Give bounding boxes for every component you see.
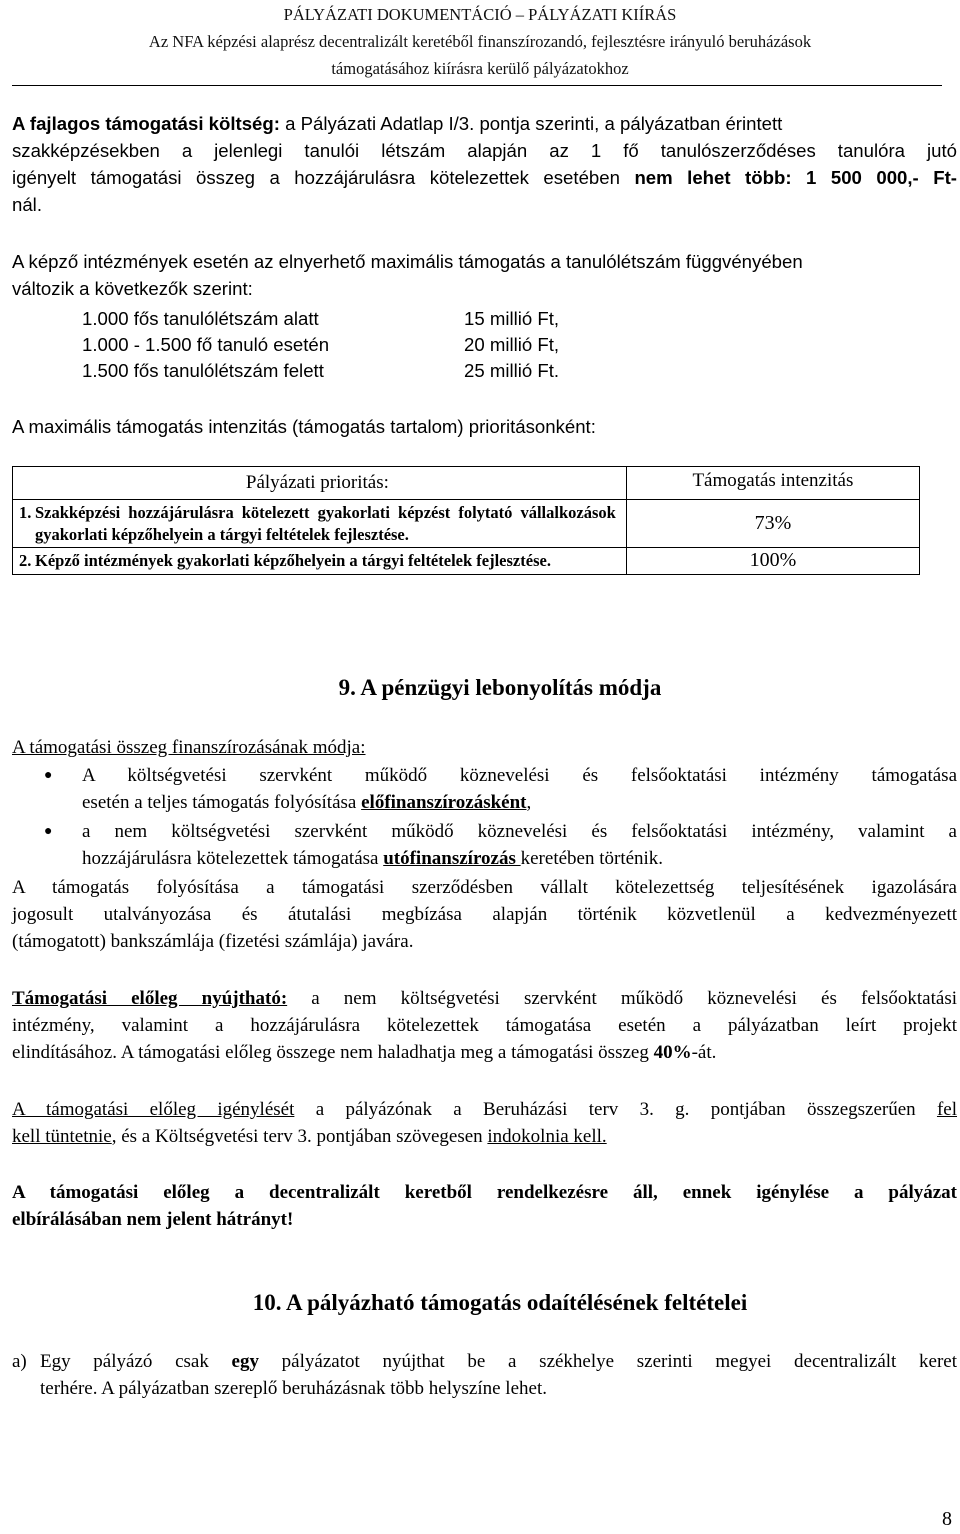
limit-value-1: 15 millió Ft, [464, 308, 560, 329]
table-row [13, 500, 920, 548]
notice-line2: elbírálásában nem jelent hátrányt! [12, 1209, 294, 1230]
section-9-title: 9. A pénzügyi lebonyolítás módja [338, 675, 662, 700]
table-cell-priority-2: 2. Képző intézmények gyakorlati képzőhelyein a tárgyi feltételek fejlesztése. [13, 548, 627, 575]
bullet-icon: ● [44, 824, 53, 839]
para1-limit: nem lehet több: 1 500 000,- Ft- [634, 167, 957, 188]
page-number: 8 [942, 1508, 952, 1530]
item-a-line1: Egy pályázó csak egy pályázatot nyújthat be a székhelye szerinti megyei decentralizált keret [40, 1351, 958, 1372]
table-cell-intensity-1: 73% [626, 500, 919, 548]
limit-value-3: 25 millió Ft. [464, 360, 560, 381]
para2-line2: változik a következők szerint: [12, 278, 253, 299]
header-line-2: Az NFA képzési alaprész decentralizált keretéből finanszírozandó, fejlesztésre irányuló beruházások [148, 32, 812, 51]
payment-para-line1: A támogatás folyósítása a támogatási szerződésben vállalt kötelezettség teljesítésének igazolására [12, 877, 957, 898]
limit-label-1: 1.000 fős tanulólétszám alatt [82, 308, 319, 329]
bullet-2-line2: hozzájárulásra kötelezettek támogatása utófinanszírozás keretében történik. [82, 848, 664, 869]
para1-line1: A fajlagos támogatási költség: a Pályázati Adatlap I/3. pontja szerinti, a pályázatban érintett [12, 113, 783, 134]
payment-para-line2: jogosult utalványozása és átutalási megbízása alapján történik közvetlenül a kedvezményezett [12, 904, 957, 925]
section-9-subtitle: A támogatási összeg finanszírozásának módja: [12, 737, 366, 758]
payment-para-line3: (támogatott) bankszámlája (fizetési számlája) javára. [12, 931, 414, 952]
advance-para-line3: elindításához. A támogatási előleg összege nem haladhatja meg a támogatási összeg 40%-át. [12, 1042, 717, 1063]
para1-line4: nál. [12, 194, 42, 215]
table-row [13, 548, 920, 575]
claim-para-line2: kell tüntetnie, és a Költségvetési terv 3. pontjában szövegesen indokolnia kell. [12, 1126, 607, 1147]
table-cell-priority-1: 1. Szakképzési hozzájárulásra kötelezett gyakorlati képzést folytató vállalkozások gyakorlati képzőhelyein a tárgyi feltételek fejlesztése. [13, 500, 627, 548]
bullet-icon: ● [44, 768, 53, 783]
limit-label-3: 1.500 fős tanulólétszám felett [82, 360, 324, 381]
table-cell-intensity-2: 100% [626, 548, 919, 575]
para1-line2: szakképzésekben a jelenlegi tanulói létszám alapján az 1 fő tanulószerződéses tanulóra jutó [12, 140, 957, 161]
para1-term: A fajlagos támogatási költség: [12, 113, 280, 134]
section-10-title: 10. A pályázható támogatás odaítélésének feltételei [252, 1290, 748, 1315]
header-line-3: támogatásához kiírásra kerülő pályázatokhoz [331, 59, 629, 78]
priority-table [12, 466, 920, 575]
bullet-1-line2: esetén a teljes támogatás folyósítása előfinanszírozásként, [82, 792, 532, 813]
notice-line1: A támogatási előleg a decentralizált keretből rendelkezésre áll, ennek igénylése a pályázat [12, 1182, 957, 1203]
item-a-label: a) [12, 1351, 27, 1372]
bullet-1-line1: A költségvetési szervként működő köznevelési és felsőoktatási intézmény támogatása [82, 765, 957, 786]
para1-line3: igényelt támogatási összeg a hozzájárulásra kötelezettek esetében nem lehet több: 1 500 000,- Ft- [12, 167, 957, 188]
advance-para-line2: intézmény, valamint a hozzájárulásra kötelezettek támogatása esetén a pályázatban leírt projekt [12, 1015, 957, 1036]
table-head-intensity: Támogatás intenzitás [626, 467, 919, 500]
limit-value-2: 20 millió Ft, [464, 334, 560, 355]
table-head-priority: Pályázati prioritás: [13, 467, 627, 500]
header-divider [12, 85, 942, 86]
claim-para-line1: A támogatási előleg igénylését a pályázónak a Beruházási terv 3. g. pontjában összegszerűen fel [12, 1099, 958, 1120]
limit-label-2: 1.000 - 1.500 fő tanuló esetén [82, 334, 330, 355]
para2-line1: A képző intézmények esetén az elnyerhető maximális támogatás a tanulólétszám függvényében [12, 251, 803, 272]
header-line-1: PÁLYÁZATI DOKUMENTÁCIÓ – PÁLYÁZATI KIÍRÁS [283, 5, 677, 24]
item-a-line2: terhére. A pályázatban szereplő beruházásnak több helyszíne lehet. [40, 1378, 547, 1399]
table-header-row [13, 467, 920, 500]
bullet-2-line1: a nem költségvetési szervként működő köznevelési és felsőoktatási intézmény, valamint a [82, 821, 957, 842]
para3: A maximális támogatás intenzitás (támogatás tartalom) prioritásonként: [12, 416, 596, 437]
advance-para-line1: Támogatási előleg nyújtható: a nem költségvetési szervként működő köznevelési és felsőoktatási [12, 988, 957, 1009]
